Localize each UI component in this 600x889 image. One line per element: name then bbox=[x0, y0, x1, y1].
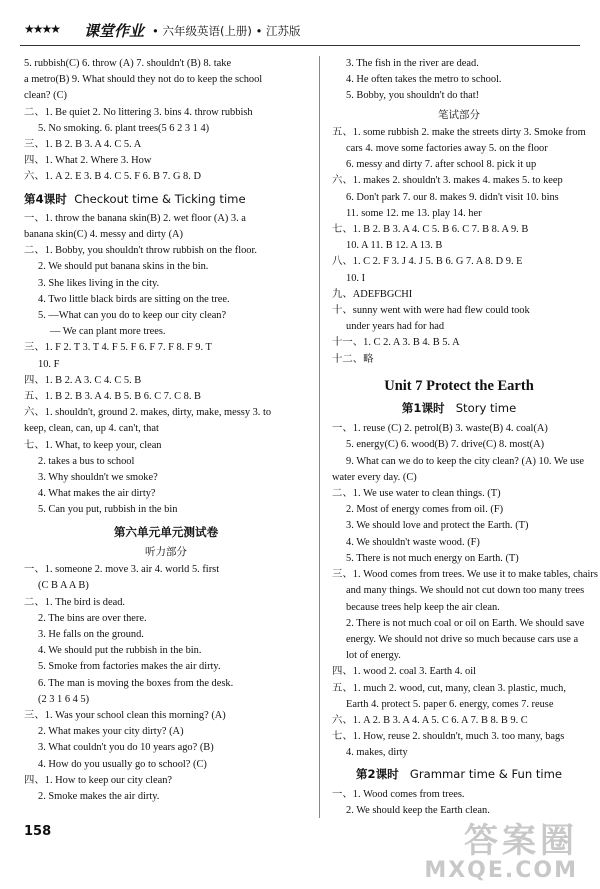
answer-line: and many things. We should not cut down too many trees bbox=[346, 585, 585, 597]
watermark bbox=[424, 823, 578, 883]
answer-line: 4. What makes the air dirty? bbox=[38, 488, 156, 500]
answer-line: 二、1. Be quiet 2. No littering 3. bins 4. throw rubbish bbox=[24, 106, 253, 118]
answer-line: 3. He falls on the ground. bbox=[38, 628, 144, 640]
answer-line: 五、1. some rubbish 2. make the streets dirty 3. Smoke from bbox=[332, 126, 586, 138]
answer-line: 3. We should love and protect the Earth. (T) bbox=[346, 520, 529, 532]
answer-line: (C B A A B) bbox=[38, 580, 89, 592]
answer-line: because trees help keep the air clean. bbox=[346, 601, 500, 613]
answer-line: 5. Bobby, you shouldn't do that! bbox=[346, 90, 480, 102]
answer-line: 三、1. Wood comes from trees. We use it to make tables, chairs bbox=[332, 569, 598, 581]
column-divider bbox=[319, 56, 320, 818]
test-heading: 第六单元单元测试卷 bbox=[113, 524, 219, 539]
answer-line: 六、1. A 2. E 3. B 4. C 5. F 6. B 7. G 8. D bbox=[24, 171, 201, 183]
answer-line: 5. —What can you do to keep our city clean? bbox=[38, 310, 227, 322]
unit-title: Unit 7 Protect the Earth bbox=[384, 377, 534, 394]
answer-line: 2. We should put banana skins in the bin. bbox=[38, 261, 209, 273]
answer-line: 二、1. We use water to clean things. (T) bbox=[332, 488, 501, 500]
answer-line: under years had for had bbox=[346, 321, 445, 333]
answer-line: 3. She likes living in the city. bbox=[38, 277, 160, 289]
answer-line: 十、sunny went with were had flew could took bbox=[332, 305, 530, 317]
lesson-name: Story time bbox=[455, 401, 517, 416]
left-column bbox=[24, 56, 308, 805]
answer-line: 三、1. B 2. B 3. A 4. C 5. A bbox=[24, 139, 142, 151]
book-title: 课堂作业 bbox=[84, 22, 145, 40]
answer-line: 四、1. How to keep our city clean? bbox=[24, 774, 173, 786]
answer-line: 三、1. F 2. T 3. T 4. F 5. F 6. F 7. F 8. F 9. T bbox=[24, 342, 212, 354]
lesson-heading bbox=[332, 766, 586, 782]
answer-line: 4. We should put the rubbish in the bin. bbox=[38, 645, 202, 657]
answer-line: a metro(B) 9. What should they not do to keep the school bbox=[24, 74, 263, 86]
answer-line: 一、1. someone 2. move 3. air 4. world 5. first bbox=[24, 564, 220, 576]
answer-line: 5. Smoke from factories makes the air dirty. bbox=[38, 661, 221, 673]
answer-line: 2. takes a bus to school bbox=[38, 455, 135, 467]
lesson-heading bbox=[332, 400, 586, 416]
answer-line: keep, clean, can, up 4. can't, that bbox=[24, 423, 159, 435]
answer-line: 一、1. reuse (C) 2. petrol(B) 3. waste(B) 4. coal(A) bbox=[332, 423, 548, 435]
answer-line: 5. Can you put, rubbish in the bin bbox=[38, 504, 178, 516]
answer-line: 九、ADEFBGCHI bbox=[332, 288, 413, 300]
answer-line: 10. I bbox=[346, 272, 366, 284]
page-header bbox=[0, 0, 600, 58]
lesson-name: Checkout time & Ticking time bbox=[74, 191, 246, 206]
answer-line: 八、1. C 2. F 3. J 4. J 5. B 6. G 7. A 8. D 9. E bbox=[332, 256, 523, 268]
answer-line: 6. The man is moving the boxes from the desk. bbox=[38, 677, 234, 689]
answer-line: (2 3 1 6 4 5) bbox=[38, 693, 90, 705]
answer-line: 9. What can we do to keep the city clean? (A) 10. We use bbox=[346, 455, 584, 467]
answer-line: 6. messy and dirty 7. after school 8. pick it up bbox=[346, 159, 537, 171]
answer-line: 2. Smoke makes the air dirty. bbox=[38, 790, 160, 802]
answer-line: 七、1. How, reuse 2. shouldn't, much 3. too many, bags bbox=[332, 731, 565, 743]
answer-line: 六、1. A 2. B 3. A 4. A 5. C 6. A 7. B 8. B 9. C bbox=[332, 714, 528, 726]
lesson-number: 第1课时 bbox=[401, 401, 445, 416]
answer-line: 4. makes, dirty bbox=[346, 747, 408, 759]
answer-line: 10. A 11. B 12. A 13. B bbox=[346, 240, 443, 252]
right-column bbox=[332, 56, 598, 819]
watermark-en: MXQE.COM bbox=[424, 858, 578, 883]
answer-line: cars 4. move some factories away 5. on the floor bbox=[346, 143, 548, 155]
answer-line: — We can plant more trees. bbox=[50, 326, 166, 338]
answer-line: lot of energy. bbox=[346, 650, 401, 662]
answer-line: 一、1. throw the banana skin(B) 2. wet floor (A) 3. a bbox=[24, 212, 246, 224]
answer-line: water every day. (C) bbox=[332, 471, 417, 483]
logo-stars: ★★★★ bbox=[24, 22, 60, 36]
answer-line: 5. rubbish(C) 6. throw (A) 7. shouldn't (B) 8. take bbox=[24, 58, 232, 69]
answer-line: 4. He often takes the metro to school. bbox=[346, 74, 502, 86]
answer-line: 2. We should keep the Earth clean. bbox=[346, 804, 490, 816]
book-subtitle: • 六年级英语(上册) • 江苏版 bbox=[152, 24, 301, 38]
answer-line: 4. We shouldn't waste wood. (F) bbox=[346, 536, 480, 548]
listening-heading: 听力部分 bbox=[145, 545, 187, 558]
answer-line: 2. There is not much coal or oil on Earth. We should save bbox=[346, 617, 585, 629]
watermark-cn: 答案圈 bbox=[464, 821, 578, 861]
answer-line: 5. No smoking. 6. plant trees(5 6 2 3 1 4) bbox=[38, 122, 210, 134]
answer-line: 二、1. The bird is dead. bbox=[24, 596, 125, 608]
answer-line: 2. The bins are over there. bbox=[38, 612, 147, 624]
answer-line: 二、1. Bobby, you shouldn't throw rubbish on the floor. bbox=[24, 245, 257, 257]
answer-line: clean? (C) bbox=[24, 90, 67, 102]
answer-line: banana skin(C) 4. messy and dirty (A) bbox=[24, 229, 183, 241]
answer-line: 5. energy(C) 6. wood(B) 7. drive(C) 8. most(A) bbox=[346, 439, 545, 451]
answer-line: 5. There is not much energy on Earth. (T) bbox=[346, 552, 519, 564]
answer-line: 11. some 12. me 13. play 14. her bbox=[346, 207, 482, 219]
answer-line: 十二、略 bbox=[332, 353, 374, 365]
answer-line: 三、1. Was your school clean this morning? (A) bbox=[24, 709, 226, 721]
answer-line: 四、1. wood 2. coal 3. Earth 4. oil bbox=[332, 666, 477, 678]
lesson-name: Grammar time & Fun time bbox=[409, 766, 563, 781]
answer-line: 七、1. B 2. B 3. A 4. C 5. B 6. C 7. B 8. A 9. B bbox=[332, 224, 529, 236]
answer-line: 10. F bbox=[38, 358, 60, 370]
answer-line: 四、1. What 2. Where 3. How bbox=[24, 155, 152, 167]
page-number: 158 bbox=[24, 824, 52, 839]
answer-line: Earth 4. protect 5. paper 6. energy, comes 7. reuse bbox=[346, 698, 554, 710]
answer-line: 2. Most of energy comes from oil. (F) bbox=[346, 504, 504, 516]
answer-line: 3. The fish in the river are dead. bbox=[346, 58, 479, 69]
answer-line: 6. Don't park 7. our 8. makes 9. didn't visit 10. bins bbox=[346, 191, 559, 203]
written-heading: 笔试部分 bbox=[438, 108, 480, 121]
answer-line: 一、1. Wood comes from trees. bbox=[332, 788, 465, 800]
answer-line: energy. We should not drive so much because cars use a bbox=[346, 633, 579, 645]
answer-line: 2. What makes your city dirty? (A) bbox=[38, 726, 184, 738]
answer-line: 4. Two little black birds are sitting on the tree. bbox=[38, 293, 230, 305]
answer-line: 七、1. What, to keep your, clean bbox=[24, 439, 162, 451]
answer-line: 五、1. much 2. wood, cut, many, clean 3. plastic, much, bbox=[332, 682, 566, 694]
answer-line: 3. What couldn't you do 10 years ago? (B) bbox=[38, 742, 214, 754]
answer-line: 4. How do you usually go to school? (C) bbox=[38, 758, 207, 770]
lesson-number: 第4课时 bbox=[24, 191, 67, 206]
header-rule bbox=[20, 45, 580, 46]
lesson-heading bbox=[24, 191, 308, 207]
answer-line: 六、1. makes 2. shouldn't 3. makes 4. makes 5. to keep bbox=[332, 175, 563, 187]
answer-line: 十一、1. C 2. A 3. B 4. B 5. A bbox=[332, 337, 460, 349]
answer-line: 五、1. B 2. B 3. A 4. B 5. B 6. C 7. C 8. B bbox=[24, 391, 201, 403]
answer-line: 四、1. B 2. A 3. C 4. C 5. B bbox=[24, 374, 142, 386]
answer-line: 六、1. shouldn't, ground 2. makes, dirty, make, messy 3. to bbox=[24, 407, 272, 419]
answer-line: 3. Why shouldn't we smoke? bbox=[38, 472, 158, 484]
lesson-number: 第2课时 bbox=[355, 766, 399, 781]
